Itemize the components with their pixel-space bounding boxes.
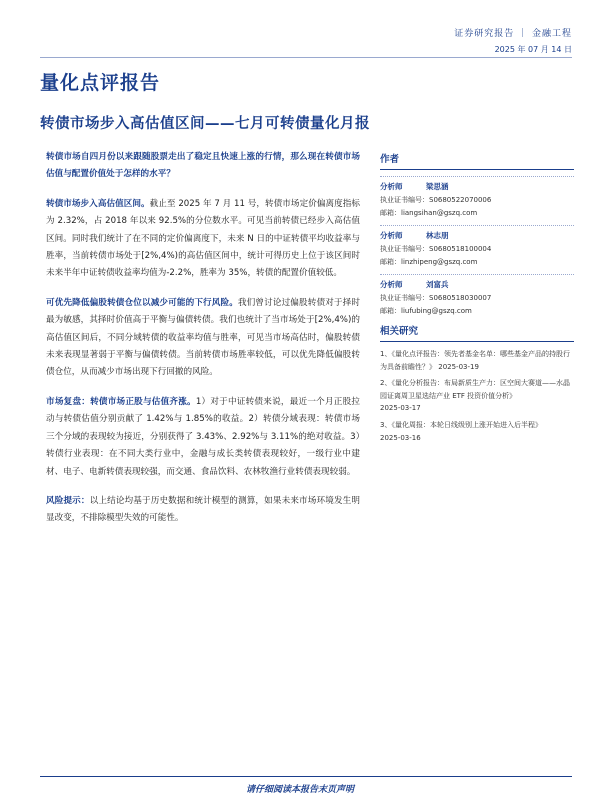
cert-number: S0680518030007: [429, 293, 492, 302]
report-header: [454, 26, 572, 55]
related-date: 2025-03-19: [438, 362, 479, 371]
analyst-email[interactable]: linzhipeng@gszq.com: [401, 257, 478, 266]
paragraph-text: 我们曾讨论过偏股转债对于择时最为敏感，其择时价值高于平衡与偏债转债。我们也统计了当市场处于[2%,4%)的高估值区间后，不同分域转债的收益率均值与胜率，可见当市场高估时，偏股转债未来表现显著弱于平衡与偏债转债。当前转债市场胜率较低，可以优先降低偏股转债仓位，从而减少市场出现下行回撤的风险。: [46, 297, 360, 378]
document-type: 量化点评报告: [40, 72, 161, 94]
cert-label: 执业证书编号：: [380, 244, 429, 253]
related-item[interactable]: [380, 419, 574, 444]
related-date: 2025-03-16: [380, 433, 421, 442]
email-label: 邮箱：: [380, 306, 401, 315]
email-label: 邮箱：: [380, 257, 401, 266]
cert-label: 执业证书编号：: [380, 293, 429, 302]
paragraph-lead: 风险提示：: [46, 495, 90, 506]
analyst-name: 林志朋: [426, 230, 449, 240]
related-list: [380, 348, 574, 444]
email-label: 邮箱：: [380, 208, 401, 217]
related-title[interactable]: 2、《量化分析报告：布局新质生产力：区空间大赛道——水晶园证离周卫星选结产业 ETF 投资价值分析》: [380, 379, 570, 400]
footer-disclaimer: 请仔细阅读本报告末页声明: [245, 785, 354, 795]
analyst-email[interactable]: liufubing@gszq.com: [401, 306, 472, 315]
analyst-role: 分析师: [380, 230, 403, 240]
analyst-card: [380, 274, 574, 317]
related-title[interactable]: 3、《量化周报：本轮日线级别上涨开始进入后半程》: [380, 420, 542, 429]
paragraph-lead: 转债市场步入高估值区间。: [46, 198, 150, 209]
analyst-role: 分析师: [380, 279, 403, 289]
analyst-role: 分析师: [380, 181, 403, 191]
authors-heading: 作者: [380, 149, 574, 170]
page-title: 转债市场步入高估值区间——七月可转债量化月报: [40, 116, 370, 132]
report-category: 证券研究报告 ｜ 金融工程: [454, 29, 572, 39]
paragraph-valuation: [46, 196, 360, 283]
intro-paragraph: 转债市场自四月份以来跟随股票走出了稳定且快速上涨的行情，那么现在转债市场估值与配置价值处于怎样的水平？: [46, 152, 360, 180]
related-item[interactable]: [380, 377, 574, 415]
paragraph-risk: [46, 493, 360, 528]
footer-divider: [40, 776, 572, 777]
paragraph-lead: 可优先降低偏股转债仓位以减少可能的下行风险。: [46, 297, 238, 308]
analyst-name: 刘富兵: [426, 279, 449, 289]
analyst-email[interactable]: liangsihan@gszq.com: [401, 208, 478, 217]
related-heading: 相关研究: [380, 321, 574, 342]
related-item[interactable]: [380, 348, 574, 373]
paragraph-position: [46, 295, 360, 382]
analyst-name: 梁思涵: [426, 181, 449, 191]
related-date: 2025-03-17: [380, 404, 421, 413]
analyst-card: [380, 176, 574, 219]
paragraph-text: 1）对于中证转债来说，最近一个月正股拉动与转债估值分别贡献了 1.42%与 1.85%的收益。2）转债分域表现：转债市场三个分域的表现较为接近，分别获得了 3.43%、2.92%与 3.11%的绝对收益。3）转债行业表现：在不同大类行业中，金融与成长类转债表现较好，一级行业中建材、电子、电新转债表现较强，而交通、食品饮料、农林牧渔行业转债表现较弱。: [46, 396, 360, 477]
paragraph-text: 截止至 2025 年 7 月 11 号，转债市场定价偏离度指标为 2.32%，占 2018 年以来 92.5%的分位数水平。可见当前转债已经步入高估值区间。同时我们统计了在不同的定价偏离度下，未来 N 日的中证转债平均收益率与胜率，当前转债市场处于[2%,4%)的高估值区间中，统计可得历史上位于该区间时未来半年中证转债收益率均值为-2.2%，胜率为 35%，转债的配置价值较低。: [46, 198, 360, 279]
paragraph-text: 以上结论均基于历史数据和统计模型的测算，如果未来市场环境发生明显改变，不排除模型失效的可能性。: [46, 495, 360, 524]
main-body: [46, 149, 360, 540]
cert-number: S0680518100004: [429, 244, 492, 253]
paragraph-lead: 市场复盘：转债市场正股与估值齐涨。: [46, 396, 196, 407]
cert-number: S0680522070006: [429, 195, 492, 204]
report-date: 2025 年 07 月 14 日: [494, 45, 572, 54]
paragraph-review: [46, 394, 360, 481]
analyst-card: [380, 225, 574, 268]
sidebar: [380, 149, 574, 448]
related-title[interactable]: 1、《量化点评报告：领先者基金名单：哪些基金产品的持股行为具备前瞻性？》: [380, 350, 570, 371]
cert-label: 执业证书编号：: [380, 195, 429, 204]
header-divider: [40, 57, 572, 58]
